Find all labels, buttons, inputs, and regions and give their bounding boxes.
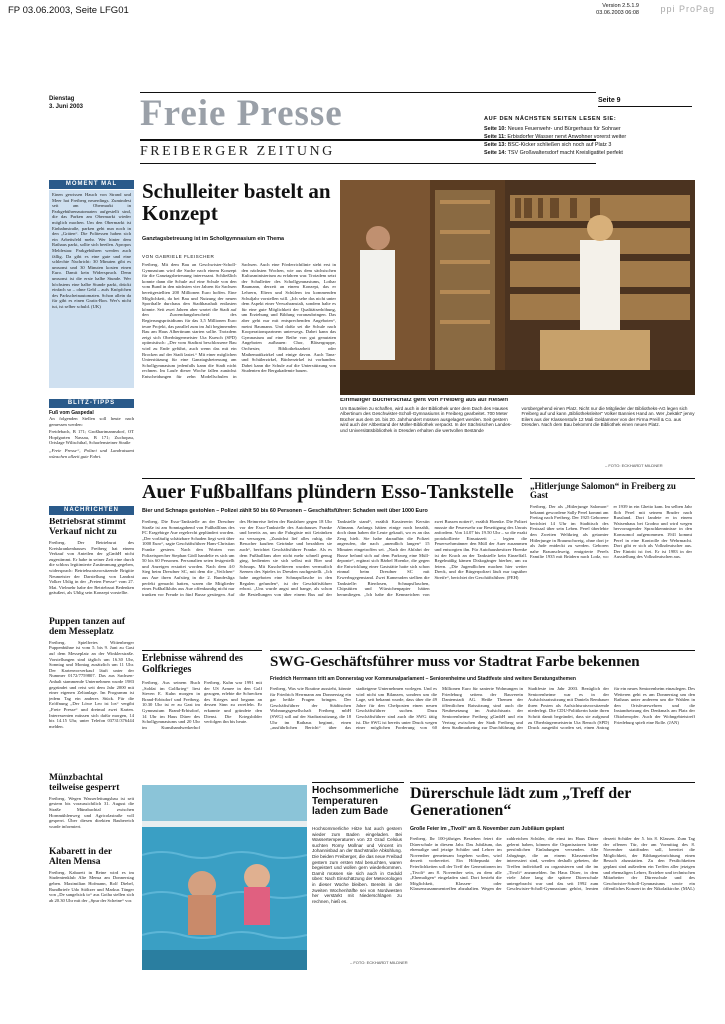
timestamp-label: 03.06.2003 06:08: [596, 10, 639, 16]
blitz-tipps-header: BLITZ-TIPPS: [49, 399, 134, 408]
duerer-subline: Große Feier im „Tivoli“ am 8. November zum Jubiläum geplant: [410, 826, 565, 832]
next-page-item[interactable]: Seite 11: Erbisdorfer Wasser nervt Anwohner vorerst weiter: [484, 134, 627, 140]
lead-headline[interactable]: Schulleiter bastelt an Konzept: [142, 179, 331, 226]
news-item-body: Freiberg. Der Betriebsrat des Kreiskrankenhauses Freiberg hat einem Verkauf von Anteilen der gGmbH nicht zugestimmt. Er habe in seiner Zeit eine durch die schloss legitimierte Zustimmung gegeben, widersprach: Betriebsratsvorsitzende Brigitte Neumeister der Darstellung von Landrat Volker Uhlig in der „Freien Presse“ vom 27. Mai. Vielmehr habe der Betriebsrat Bedenken geäußert, als Uhlig sein Konzept vorstellte.: [49, 539, 134, 596]
swg-headline[interactable]: SWG-Geschäftsführer muss vor Stadtrat Farbe bekennen: [270, 654, 640, 670]
news-item-title[interactable]: Münzbachtal teilweise gesperrt: [49, 772, 120, 793]
issue-day: Dienstag: [49, 96, 75, 102]
salomon-body: Freiberg. Der als „Hitlerjunge Salomon“ bekannt gewordene Sally Perel kommt am Freitag nach Freiberg. Der 1925 Geborene berichtet 14 Uhr im Stadttisch des Festsaal über sein Leben. Perel überlebte den Zweiten Weltkrieg als getarnter Hitlerjunge in Braunschweig, ohne dort je als Jude entdeckt zu werden. Geboren nahe Braunschweig, emigrierte Perels Familie 1935 mit Brüdern nach Lodz, wo er 1939 in ein Ghetto kam. Im selben Jahr floh Perel mit seinem Bruder nach Russland. Dort landete er in einem Waisenhaus bei Grodno und wird wegen hervorragender Sprachkenntnisse in den Komsomol aufgenommen. 1941 kommt Perel in eine Kontrolle der Wehrmacht. Dort gibt er sich als Volksdeutscher aus. Der Eintritt ist frei. Er ist 1983 in der Ausstellung des Volksdeutschen aus.: [530, 504, 692, 560]
news-item-title[interactable]: Kabarett in der Alten Mensa: [49, 846, 112, 867]
page-number: Seite 9: [598, 97, 621, 104]
second-body: Freiberg. Die Esso-Tankstelle an der Dresdner Straße ist am Sonntagabend von Fußballfans des FC Erzgebirge Aue regelrecht geplündert worden. „Der vorläufig schätzbare Schaden liegt weit über 1000 Euro“, sagte Geschäftsführer Hans-Christian Franke gestern. Nach den Worten von Polizeisprecher Stephan Gödl handelte es sich um 50 bis 60 Personen. Personalien seien festgestellt und Anzeigen erstattet worden. Nach dem 4:0 Sieg beim Dresdner SC, mit dem die „Veilchen“ aus Aue ihren Aufstieg in die 2. Bundesliga perfekt gemacht hatten, waren die Mitglieder eines Fußballklubs aus Aue offenkundig nicht nur trunken vor Freude in fünf Busse gestiegen. Auf des Heimreise liefen der Busfahrer gegen 18 Uhr vor der Esso-Tankstelle des Autohauses Franke und bereits an, um die Fahrgäste mit Getränken zu versorgen. „Zunächst lief alles ruhig, die Besucher kauften Getränke und bezahlten sie auch“, berichtet Geschäftsführer Franke. Als es dem Fußballfans aber nicht mehr schnell genug ging, bedienten sie sich selbst mit Bier und Schnaps. Mit Kuscheltieren wurden vermutlich Szenen des Spieles in Dresden nachgestellt. „Ich habe angeboten eine Schnapsflasche in den Regalen gefunden“, ist der Geschäftsführer erbost. „Uns wurde angst und bange, als schon die Bestellungen von über einem Bus auf der Tankstelle stand“, erzählt Kassiererin Kerstin Altmann. Anfangs hätten einige noch bezahlt, doch dann haben die Leute gekauft, wo es an das Zeug hielt. Sie habe daraufhin die Polizei angerufen, die nach „unendlich langen“ 15 Minuten eingetroffen sei. „Nach der Abfahrt der Busse befand sich auf dem Parkweg eine Müll-deponie“, ergänzt sich Bärbel Hoenke, die gegen die Entwicklung einer Gaststätte hatte sich schon einmal beim Dresdner SC mit Erwerbsgegenstand. Zwei Kameraden stellten die Tankstelle: Bierdosen, Schnapsflaschen, Chipstüten und Würstchenpapier hätten herumliegen. „Ich habe die Kennzeichen von zwei Bussen notiert“, erzählt Hoenke. Die Polizei musste die Feuerwehr zur Beseitigung des Unrats anfordern. Von 14.07 bis 19.50 Uhr – so die exakt protokollierte Einsatzzeit – legten die Feuerwehrmänner den Müll der Auer zusammen und entsorgten ihn. Für Autohausbesitzer Hoenke ist der Krach an der Tankstelle kein Einzelfall. Regelmäßig kämen Diskogänger hierher, um zu feiern. „Die Jugendlichen machen hier weiter Dreck, und die Bürgerpolizei läuft nur tagsüber Streife“, berichtet der Geschäftsführer. (FEH): [142, 519, 527, 597]
library-caption-body: Um Bauteilen zu schaffen, wird auch in der Bibliothek unter dem Dach des Hauses Albertinum des Geschwister-Scholl-Gymnasiums in Freiberg gearbeitet. 700 Meter Bücher aus dem 16. bis 20. Jahrhundert müssen ausgelagert werden. Seit gestern wird auch der Altbestand der Müller-Bibliothek verpackt. In der Sächsischen Landes- und Universitätsbibliothek in Dresden erhalten die wertvollen Bestände vorübergehend einen Platz. Nicht nur die Mitglieder der Bibliotheks-AG legen sich Freiberg auf und kann „Bibliotheksleiter“ Volker Bannies Hand an. Wer „bekäkt“ jenny Eilers aus der Klassenstufe 12 Mali Geldammer von der Firma Preill & Co. aus Dresden. Nach dem Bau bekommt die Bibliothek einen neuen Platz.: [340, 405, 695, 433]
news-item-body: Freiberg. Spielfreies Wittenberger Puppenbühne ist vom 5. bis 9. Juni zu Gast auf dem Messeplatz an der Winklerstraße. Vorstellungen sind täglich um 16.30 Uhr, Sonntag und Montag zusätzlich um 11 Uhr. Der Kartenvorverkauf läuft unter der Nummer 0172/7759807. Das aus Sachsen-Anhalt stammende Unternehmen wurde 1983 gegründet und reist seit dem Jahr 2000 mit einer eigenen Zeltanlage. Im Programm ist jedem Tag ein anderes Stück. Für die Eröffnung „Der Löwe Leo ist los“ vergibt „Freie Presse“ und dreimal zwei Karten. Interessenten müssen sich dafür morgen, 14 bis 14.15 Uhr, unter Telefon 03731/376444 melden.: [49, 639, 134, 729]
temps-top-rule: [312, 782, 404, 783]
golfkrieg-body: Freiberg. Aus seinem Buch „Soldat im Golfkrieg“ liest Steven E. Kuhn morgen in Brand-Erbisdorf und Freiberg. 10.30 Uhr ist er zu Gast im Gymnasium Brand-Erbisdorf, 14 Uhr im Haus Dürer des Schollgymnasiums und 20 Uhr im Kunsthandwerkerhof Freiberg. Kuhn war 1991 mit der US Armee in den Golf gezogen, erlebte die Schrecken des Krieges und begann an dessen Sinn zu zweifeln. Er erkannte und gründete den Dienst. Die Kriegsbilder verfolgen ihn bis heute.: [142, 680, 262, 730]
library-caption: [340, 398, 695, 468]
moment-mal-body: Einen gewissen Hauch von Strand und Meer hat Freiberg neuerdings. Zumindest seit am Obermarkt in Parkgebührenautomaten aufgestellt sind, die das Parken am Obermarkt wieder möglich machen. Um den Obermarkt ist Einbahnstraße, parken geht nun noch in den „Gräten“. Die Politessen haben sich ein Arbeitsfeld mehr. Wer hinter dem Rathaus parkt, sollte sich beeilen. Apropos Meldestau: Parkgebühren werden auch fällig. Da gibt es eine gute und eine schlechte Nachricht: 30 Minuten gibt es umsonst und 30 Minuten kosten einen Euro. Damit kein Widerspruch. Denn umsonst ist die erste halbe Stunde. Wer höchstens eine halbe Stunde parkt, drückt einfach so – ohne Geld – aufs Knöpfchen des Parkscheinautomaten. Schon allein da für gibt es einen Gratis-Bon. Wer's nicht tut, ist selber schuld. (UK): [49, 190, 134, 388]
next-page-item[interactable]: Seite 13: BSC-Kicker schließen sich noch auf Platz 3: [484, 142, 612, 148]
duerer-body: Freiberg. Ihr 100-jähriges Bestehen feiert die Dürerschule in diesem Jahr. Das Jubiläum, das ehemalige und jetzige Schüler und Lehrer im November gemeinsam begehen wollen, wird derzeit vorbereitet. Ein Höhepunkt der Feierlichkeiten soll der Treff der Generationen im „Tivoli“ am 8. November sein, zu dem alle „Ehemaligen“ eingeladen sind. Dort besteht die Möglichkeit, Klassen- oder Klassenzusammentreffen abzuhalten. Wegen der zahlreichen Schüler, die einst im Haus Dürer gelernt haben, können die Organisatoren keine persönlichen Einladungen versenden. Alle Jahrgänge, die an einem Klassentreffen interessiert sind, werden deshalb gebeten, die Treffen individuell zu organisieren und die im „Tivoli“ anzumelden. Im Haus Dürer, in dem viele Jahre lang die spätere Dürerschule untergebracht war und das seit 1992 zum Geschwister-Scholl-Gymnasium gehört, lernten derzeit Schüler der 5. bis 8. Klassen. Zum Tag der offenen Tür, der am Vormittag des 8. November stattfinden soll, bereitet die Möglichkeit, der Bildungseinrichtung einen Besuch abzustatten. Zu den Festlichkeiten geplant sind außerdem ein Treffen aller jetzigen und ehemaligen Lehrer, Erzieher und technischen Mitarbeiter der Dürerschule und des Geschwister-Scholl-Gymnasiums sowie ein öffentliches Konzert in der Nikolaikirche. (MAL): [410, 836, 695, 892]
library-photo: [340, 180, 695, 395]
temps-photo-credit: – FOTO: ECKHARDT MILDNER: [350, 960, 408, 965]
lead-body: Freiberg. Mit dem Bau an Geschwister-Scholl-Gymnasium wird die Suche nach einem Konzept für die Ganztagsbetreuung interessant. Schließlich konnte dann die Schule auf eine Schule von den vom Bund in den nächsten vier Jahren für Sachsen bereitgestellten 200 Millionen Euro hoffen. Eine Möglichkeit, da bei Bau und Nutzung der neuen Sporthalle durchaus den Stadthaushalt entlasten könnte. Seit zwei Jahren aber wartet die Stadt auf den Zuwendungsbescheid des Regierungspräsidiums für das 3,5 Millionen Euro teure Projekt, das parallel zum im Juli beginnenden Bau am Haus Albertinum starten sollte. Trotzdem zeigt sich Oberbürgermeister Uta Kuesch (SPD) optimistisch: „Der vom Stadtrat beschlossene Bau wird zu Ende geführt, auch wenn das mit ein Brocken auf der Stadt lastet.“ Mit einer möglichen Unterstützung für eine Ganztagsbetreuung am Schollgymnasium jedenfalls kann die Stadt nicht rechnen. Im Laufe dieser Woche fallen zunächst Entscheidungen für zehn Modellschulen in Sachsen. Auch eine Förderrichtlinie steht erst in den nächsten Wochen, wie aus dem sächsischen Kultusministerium zu erfahren war. Trotzdem setzt der Schulleiter des Schollgymnasiums, Lothar Baumann, derzeit an einem Konzept, das er Lehrern, Eltern und Schülern im kommenden Schuljahr vorstellen will. „Ich sehe das nicht unter dem Aspekt einer Verwahranstalt, sondern halte es für eine gute Möglichkeit der Qualitätserhöhung, um Erziehung und Bildung voranzubringen. Das aber geht nur mit entsprechenden Angeboten“, meint Baumann. Und dafür sei die Schule nach Kooperationspartnern unterwegs. Dabei kann das Gymnasium auf eine Reihe von gut genutzten Angeboten aufbauen: Chor, Bläsergruppe, Orchester, Bibliotheksarbeit oder Mathematikzirkel und einige davon. Auch Tanz- und Schülerzirkel, Bücherzirkel ist vorhanden. Dabei kann die Schule auf die Unterstützung von Studenten der Bergakademie bauen.: [142, 262, 336, 379]
next-page-item[interactable]: Seite 14: TSV Großwaltersdorf macht Kreisligatitel perfekt: [484, 150, 623, 156]
second-headline[interactable]: Auer Fußballfans plündern Esso-Tankstelle: [142, 481, 514, 503]
masthead-bottom-rule: [140, 163, 596, 164]
next-pages-list: [484, 125, 694, 157]
news-item: [49, 618, 134, 768]
library-photo-credit: – FOTO: ECKHARDT MILDNER: [605, 463, 663, 468]
swg-subline: Friedrich Herrmann tritt am Donnerstag vor Kommunalparlament – Seniorenheime und Stadtfeste sind weitere Beratungsthemen: [270, 676, 576, 682]
news-item-body: Freiberg. Wegen Wasserleitungsbau ist seit gestern bis voraussichtlich 31. August die Straße Münzbachtal zwischen Hornmühlenweg und Agricolastraße voll gesperrt. Über diesen direkten Baubereich wurde informiert.: [49, 795, 134, 829]
nachrichten-header: NACHRICHTEN: [49, 506, 134, 515]
next-page-item[interactable]: Seite 10: Neues Feuerwehr- und Bürgerhaus für Sohraer: [484, 126, 621, 132]
golfkrieg-headline[interactable]: Erlebnisse während des Golfkrieges: [142, 653, 243, 675]
swg-top-rule: [270, 650, 695, 651]
lead-author: VON GABRIELE FLEISCHER: [142, 254, 215, 259]
nachrichten-list: [49, 518, 134, 968]
version-label: Version 2.5.1.9: [602, 3, 639, 9]
second-subline: Bier und Schnaps gestohlen – Polizei zählt 50 bis 60 Personen – Geschäftsführer: Schaden weit über 1000 Euro: [142, 508, 428, 514]
temps-body: Hochsommerliche Hitze hat auch gestern wieder zum Baden eingeladen. Bei Wassertemperaturen von 23 Grad Celsius suchten Romy Mollnar und Vincent im Johannisbad an der Bachstraße Abkühlung. Die beiden Freiberger, die das neue Freibad gestern zum ersten Mal besuchten, waren begeistert und wollen gern wiederkommen. Damit müssen sie sich auch in Geduld üben: Nach Einschätzung der Meteorologen in dieser Woche bleiben. Bereits in der zweiten Wochenhälfte sei von Nordwesten her verstärkt mit Niederschlägen zu rechnen, hieß es.: [312, 826, 402, 904]
blitz-tipps-footer: „Freie Presse“, Polizei und Landratsamt wünschen allzeit gute Fahrt.: [49, 447, 134, 459]
next-pages-title: AUF DEN NÄCHSTEN SEITEN LESEN SIE:: [484, 116, 617, 122]
news-item: [49, 774, 134, 842]
salomon-headline[interactable]: „Hitlerjunge Salomon“ in Freiberg zu Gast: [530, 481, 676, 501]
second-top-rule: [142, 478, 522, 479]
watermark-logo: ppi ProPag: [660, 4, 715, 14]
page-number-rule: [598, 106, 692, 107]
page-slug: FP 03.06.2003, Seite LFG01: [8, 5, 129, 16]
news-item-body: Freiberg. Kabarett in Reine wird es im Studentenklub Alte Mensa am Donnerstag geben. Maximilian Hofmann, Rolf Diebel, Rundbriefe Udo Stöltzer und Markus Tänger von „De sangelsick to“ aus Gotha stellen sich ab 20.30 Uhr mit der „Spur der Scheine“ vor.: [49, 869, 134, 903]
temps-headline[interactable]: Hochsommerliche Temperaturen laden zum Bade: [312, 785, 399, 817]
lead-subline: Ganztagsbetreuung ist im Schollgymnasium ein Thema: [142, 236, 284, 242]
news-item: [49, 848, 134, 926]
moment-mal-header: MOMENT MAL: [49, 180, 134, 189]
blitz-tipps-title: Fuß vom Gaspedal: [49, 410, 94, 416]
swg-body: Freiberg. Was wie Routine aussieht, könnte für Friedrich Herrmann am Donnerstag ein gar heikle Fragen bringen. Der Geschäftsführer der Städtischen Wohnungsgesellschaft Freiberg mbH (SWG) soll auf der Stadtratssitzung, die 18 Uhr im Rathaus beginnt, einen „ausführlichen Bericht“ über das stadteigene Unternehmen vorlegen. Und es wird nicht um Bilanzen, sondern um die Lage, seit bekannt wurde, dass über die 49 Jahre für den Chefposten einen neuen Geschäftsführer suchen. Dazu Geschäftsführer sind auch die SWG tätig ist. Die SWG ist bereits unter Druck wegen einer möglichen Forderung von 60 Millionen Euro für sanierte Wohnungen in Friedeburg seitens der Bauverein Dantenstadt AG. Heiße Themen der öffentlichen Ratssitzung sind auch die Neubesetzung im Aufsichtsrats der Seniorenheime Freiberg gGmbH und ein Vertrag zwischen der Stadt Freiberg und dem Stadtmarketing zur Durchführung der Stadtfeste im Jahr 2003. Bezüglich der Seniorenheime war es in der Aufsichtsratssitzung mit Daniela Rembauer ihren Posten als Aufsichtsratsvorsitzende niederlegt. Die CDU-Politikerin hatte ihren Schritt damit begründet, dass sie aufgrund zu Oberbürgermeisterin Uta Rensch (SPD) Druck ausgeübt worden sei, einen Antrag für ein neues Seniorenheim einzulegen. Des Weiteren geht es am Donnerstag um den Rathaus unter anderem um die Wahlen in den Ortsfeuerwehren und die Instandsetzung des Denkmals am Platz der Oktoberopfer. Auch der Wohngebietstreff Friedeburg spielt eine Rolle. (JAN): [270, 686, 695, 731]
pool-top-rule: [142, 650, 262, 651]
duerer-top-rule: [410, 782, 695, 783]
duerer-headline[interactable]: Dürerschule lädt zum „Treff der Generationen“: [410, 785, 632, 819]
blitz-tipps-body: [49, 410, 134, 484]
news-item-title[interactable]: Betriebsrat stimmt Verkauf nicht zu: [49, 518, 126, 537]
issue-date: 3. Juni 2003: [49, 104, 84, 110]
news-item-title[interactable]: Puppen tanzen auf dem Messeplatz: [49, 616, 126, 637]
paper-name: Freie Presse: [140, 93, 343, 134]
pool-photo: [142, 785, 307, 970]
edition-name: FREIBERGER ZEITUNG: [140, 144, 335, 159]
blitz-tipps-locations: Freidebach, B 171; Großhartmannsdorf, OT Hopfgarten Nassau, B 171; Zuchopau, Ortslage Wilischthal, Scharfensteiner Straße: [49, 429, 134, 446]
blitz-tipps-text: An folgenden Stellen soll heute nach gemessen werden:: [49, 416, 134, 427]
news-item: [49, 518, 134, 612]
library-caption-title: Einmaliger Bücherschatz geht von Freiberg aus auf Reisen: [340, 398, 509, 403]
salomon-top-rule: [530, 478, 695, 479]
